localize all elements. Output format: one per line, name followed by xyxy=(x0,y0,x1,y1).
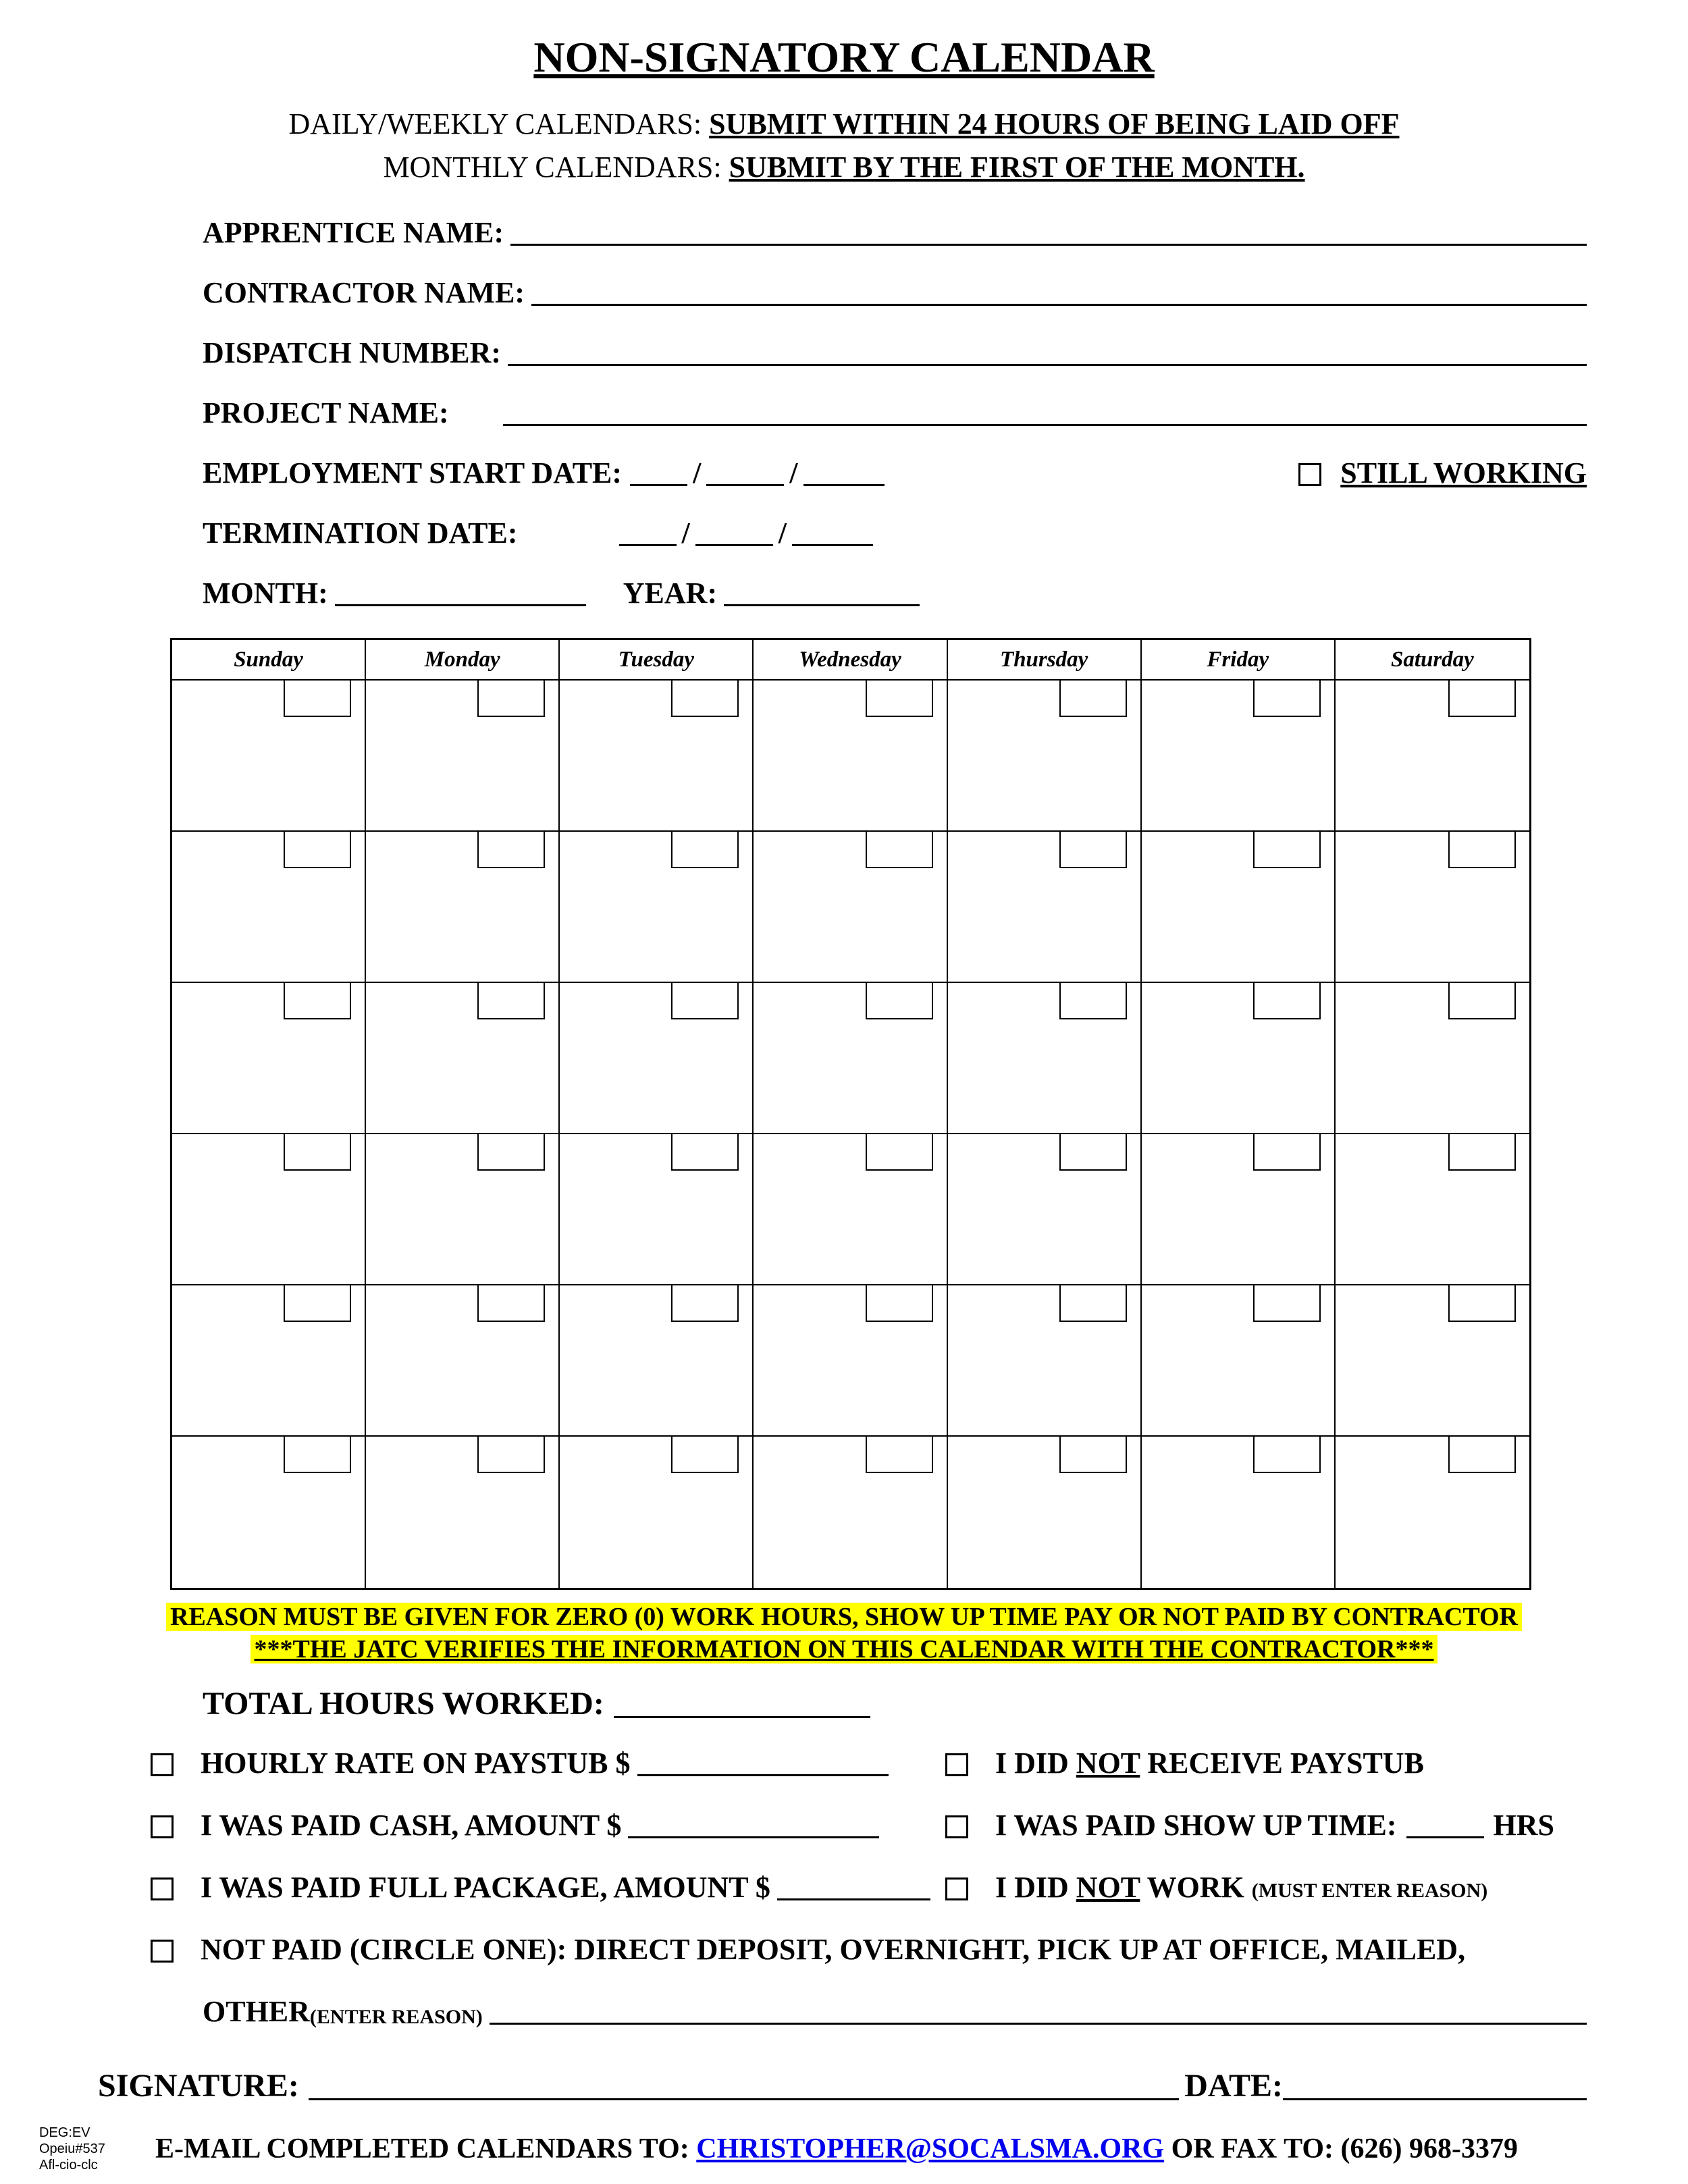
calendar-day-cell[interactable] xyxy=(1142,983,1336,1134)
date-number-box[interactable] xyxy=(1059,983,1127,1019)
calendar-day-cell[interactable] xyxy=(172,1285,366,1437)
start-date-day-line[interactable] xyxy=(706,484,784,486)
no-paystub-option xyxy=(945,1746,1424,1780)
still-working-checkbox[interactable] xyxy=(1298,463,1321,486)
termination-day-line[interactable] xyxy=(695,544,773,546)
date-number-box[interactable] xyxy=(284,832,351,868)
show-up-time-line[interactable] xyxy=(1406,1836,1484,1838)
paid-cash-label: I WAS PAID CASH, AMOUNT $ xyxy=(201,1809,622,1842)
instructions-line-2-prefix: MONTHLY CALENDARS: xyxy=(383,151,729,184)
total-hours-row xyxy=(203,1686,1688,1722)
calendar-day-cell[interactable] xyxy=(560,983,754,1134)
calendar-day-cell[interactable] xyxy=(1336,983,1529,1134)
full-package-option xyxy=(151,1870,945,1905)
date-number-box[interactable] xyxy=(1253,983,1321,1019)
calendar-day-cell[interactable] xyxy=(948,832,1142,983)
contractor-name-line[interactable] xyxy=(531,304,1587,306)
date-number-box[interactable] xyxy=(1059,681,1127,717)
date-number-box[interactable] xyxy=(671,1437,739,1473)
date-number-box[interactable] xyxy=(1059,1134,1127,1171)
other-note: (ENTER REASON) xyxy=(309,2006,483,2028)
calendar-day-cell[interactable] xyxy=(366,1134,560,1285)
date-separator: / xyxy=(693,456,702,489)
full-package-label: I WAS PAID FULL PACKAGE, AMOUNT $ xyxy=(201,1871,770,1904)
total-hours-line[interactable] xyxy=(614,1716,870,1718)
calendar-day-cell[interactable] xyxy=(366,1437,560,1588)
option-row-1 xyxy=(151,1747,1587,1780)
calendar-day-cell[interactable] xyxy=(366,832,560,983)
date-separator: / xyxy=(789,456,798,489)
no-paystub-checkbox[interactable] xyxy=(945,1753,968,1776)
apprentice-name-line[interactable] xyxy=(510,244,1587,246)
date-number-box[interactable] xyxy=(477,1134,545,1171)
calendar-day-cell[interactable] xyxy=(172,983,366,1134)
calendar-day-cell[interactable] xyxy=(560,1134,754,1285)
not-paid-label: NOT PAID (CIRCLE ONE): DIRECT DEPOSIT, OVERNIGHT, PICK UP AT OFFICE, MAILED, xyxy=(201,1933,1466,1966)
date-number-box[interactable] xyxy=(1253,1285,1321,1322)
signature-row xyxy=(98,2067,1587,2104)
calendar-day-cell[interactable] xyxy=(948,1134,1142,1285)
paid-cash-option xyxy=(151,1808,945,1842)
email-instruction xyxy=(155,2133,1518,2165)
date-number-box[interactable] xyxy=(1448,1134,1516,1171)
date-number-box[interactable] xyxy=(1059,1285,1127,1322)
hrs-label: HRS xyxy=(1493,1809,1555,1842)
date-number-box[interactable] xyxy=(284,681,351,717)
calendar-day-cell[interactable] xyxy=(366,983,560,1134)
hourly-rate-line[interactable] xyxy=(637,1774,889,1776)
year-label: YEAR: xyxy=(623,577,718,610)
instructions-line-1-prefix: DAILY/WEEKLY CALENDARS: xyxy=(288,107,710,140)
calendar-header-row xyxy=(172,640,1529,681)
date-number-box[interactable] xyxy=(477,1437,545,1473)
email-prefix: E-MAIL COMPLETED CALENDARS TO: xyxy=(155,2133,697,2164)
calendar-day-cell[interactable] xyxy=(754,681,947,832)
date-separator: / xyxy=(681,516,690,550)
calendar-day-cell[interactable] xyxy=(1336,1134,1529,1285)
date-line[interactable] xyxy=(1283,2098,1587,2100)
calendar-day-cell[interactable] xyxy=(754,1134,947,1285)
calendar-day-cell[interactable] xyxy=(1336,681,1529,832)
date-number-box[interactable] xyxy=(1448,1437,1516,1473)
date-number-box[interactable] xyxy=(1448,1285,1516,1322)
calendar-day-cell[interactable] xyxy=(948,681,1142,832)
instructions-line-1 xyxy=(0,103,1688,146)
payment-options xyxy=(0,1747,1688,2029)
date-number-box[interactable] xyxy=(477,983,545,1019)
full-package-checkbox[interactable] xyxy=(151,1877,174,1900)
employment-start-label: EMPLOYMENT START DATE: xyxy=(203,456,623,489)
show-up-time-checkbox[interactable] xyxy=(945,1815,968,1838)
employment-start-date-group xyxy=(630,456,884,490)
date-number-box[interactable] xyxy=(1059,832,1127,868)
still-working-label: STILL WORKING xyxy=(1340,456,1587,489)
date-number-box[interactable] xyxy=(671,681,739,717)
date-number-box[interactable] xyxy=(671,983,739,1019)
form-row-dispatch-number xyxy=(203,338,1587,370)
date-number-box[interactable] xyxy=(284,1134,351,1171)
org-line-2: Opeiu#537 xyxy=(39,2141,105,2156)
paid-cash-line[interactable] xyxy=(628,1836,879,1838)
calendar-header-sunday: Sunday xyxy=(172,640,366,681)
no-paystub-label: I DID NOT RECEIVE PAYSTUB xyxy=(995,1747,1424,1780)
calendar-header-thursday: Thursday xyxy=(948,640,1142,681)
calendar-day-cell[interactable] xyxy=(172,1437,366,1588)
form-row-project-name xyxy=(203,398,1587,430)
email-suffix: OR FAX TO: (626) 968-3379 xyxy=(1164,2133,1518,2164)
form-row-contractor-name xyxy=(203,277,1587,310)
calendar-day-cell[interactable] xyxy=(754,1285,947,1437)
calendar-day-cell[interactable] xyxy=(172,1134,366,1285)
project-name-line[interactable] xyxy=(503,424,1587,426)
calendar-day-cell[interactable] xyxy=(948,1285,1142,1437)
start-date-year-line[interactable] xyxy=(803,484,885,486)
other-reason-row xyxy=(203,1995,1587,2029)
hourly-rate-label: HOURLY RATE ON PAYSTUB $ xyxy=(201,1747,631,1780)
option-row-3 xyxy=(151,1871,1587,1905)
did-not-work-label: I DID NOT WORK (MUST ENTER REASON) xyxy=(995,1871,1488,1904)
calendar-day-cell[interactable] xyxy=(754,1437,947,1588)
not-paid-option xyxy=(151,1932,1465,1967)
date-number-box[interactable] xyxy=(866,681,933,717)
calendar-day-cell[interactable] xyxy=(948,983,1142,1134)
start-date-month-line[interactable] xyxy=(630,484,687,486)
not-paid-checkbox[interactable] xyxy=(151,1940,174,1963)
calendar-header-tuesday: Tuesday xyxy=(560,640,754,681)
termination-date-label: TERMINATION DATE: xyxy=(203,516,518,550)
date-number-box[interactable] xyxy=(671,832,739,868)
date-number-box[interactable] xyxy=(284,1285,351,1322)
date-number-box[interactable] xyxy=(1253,832,1321,868)
date-number-box[interactable] xyxy=(1448,832,1516,868)
did-not-work-option xyxy=(945,1870,1487,1905)
email-link[interactable]: CHRISTOPHER@SOCALSMA.ORG xyxy=(696,2133,1165,2164)
date-number-box[interactable] xyxy=(866,1134,933,1171)
month-label: MONTH: xyxy=(203,577,328,610)
show-up-time-option xyxy=(945,1808,1554,1842)
hourly-rate-option xyxy=(151,1746,945,1780)
calendar-day-cell[interactable] xyxy=(366,1285,560,1437)
org-line-3: Afl-cio-clc xyxy=(39,2158,98,2173)
calendar-day-cell[interactable] xyxy=(754,983,947,1134)
total-hours-label: TOTAL HOURS WORKED: xyxy=(203,1686,604,1722)
termination-month-line[interactable] xyxy=(619,544,677,546)
calendar-header-wednesday: Wednesday xyxy=(754,640,947,681)
form-section xyxy=(203,217,1587,610)
calendar-body xyxy=(172,681,1529,1588)
signature-label: SIGNATURE: xyxy=(98,2068,299,2104)
month-line[interactable] xyxy=(335,604,586,606)
option-row-4 xyxy=(151,1933,1587,1967)
org-line-1: DEG:EV xyxy=(39,2125,90,2140)
paid-cash-checkbox[interactable] xyxy=(151,1815,174,1838)
calendar-day-cell[interactable] xyxy=(1142,1285,1336,1437)
org-info xyxy=(39,2125,155,2173)
date-number-box[interactable] xyxy=(866,1437,933,1473)
date-number-box[interactable] xyxy=(1253,681,1321,717)
project-name-label: PROJECT NAME: xyxy=(203,396,449,429)
dispatch-number-label: DISPATCH NUMBER: xyxy=(203,336,502,369)
termination-date-group xyxy=(619,516,873,550)
notice-line-1: REASON MUST BE GIVEN FOR ZERO (0) WORK HOURS, SHOW UP TIME PAY OR NOT PAID BY CONTRACTOR xyxy=(166,1603,1522,1631)
calendar-day-cell[interactable] xyxy=(560,1285,754,1437)
date-number-box[interactable] xyxy=(866,832,933,868)
termination-year-line[interactable] xyxy=(792,544,873,546)
calendar-header-friday: Friday xyxy=(1142,640,1336,681)
date-number-box[interactable] xyxy=(284,983,351,1019)
date-number-box[interactable] xyxy=(284,1437,351,1473)
date-separator: / xyxy=(778,516,787,550)
calendar-day-cell[interactable] xyxy=(1142,681,1336,832)
calendar-day-cell[interactable] xyxy=(172,832,366,983)
calendar-day-cell[interactable] xyxy=(1142,832,1336,983)
calendar-day-cell[interactable] xyxy=(560,681,754,832)
date-label: DATE: xyxy=(1184,2068,1283,2104)
calendar-day-cell[interactable] xyxy=(560,1437,754,1588)
calendar-day-cell[interactable] xyxy=(1142,1437,1336,1588)
calendar-day-cell[interactable] xyxy=(172,681,366,832)
date-number-box[interactable] xyxy=(1059,1437,1127,1473)
calendar-day-cell[interactable] xyxy=(1142,1134,1336,1285)
calendar-table xyxy=(170,638,1531,1590)
date-number-box[interactable] xyxy=(1253,1437,1321,1473)
full-package-line[interactable] xyxy=(777,1898,930,1900)
form-row-apprentice-name xyxy=(203,217,1587,250)
form-row-month-year xyxy=(203,578,1587,610)
contractor-name-label: CONTRACTOR NAME: xyxy=(203,276,525,309)
instructions-line-1-emphasis: SUBMIT WITHIN 24 HOURS OF BEING LAID OFF xyxy=(709,107,1400,140)
calendar-header-monday: Monday xyxy=(366,640,560,681)
date-number-box[interactable] xyxy=(477,832,545,868)
calendar-day-cell[interactable] xyxy=(1336,1437,1529,1588)
did-not-work-checkbox[interactable] xyxy=(945,1877,968,1900)
hourly-rate-checkbox[interactable] xyxy=(151,1753,174,1776)
did-not-work-note: (MUST ENTER REASON) xyxy=(1251,1880,1488,1902)
date-number-box[interactable] xyxy=(866,1285,933,1322)
date-number-box[interactable] xyxy=(477,681,545,717)
other-reason-line[interactable] xyxy=(490,2023,1587,2025)
date-number-box[interactable] xyxy=(671,1285,739,1322)
signature-line[interactable] xyxy=(309,2098,1179,2100)
date-number-box[interactable] xyxy=(1448,983,1516,1019)
notice-block xyxy=(0,1601,1688,1666)
calendar-day-cell[interactable] xyxy=(1336,832,1529,983)
form-row-employment-start xyxy=(203,458,1587,490)
calendar-day-cell[interactable] xyxy=(366,681,560,832)
date-number-box[interactable] xyxy=(1253,1134,1321,1171)
calendar-day-cell[interactable] xyxy=(754,832,947,983)
show-up-time-label: I WAS PAID SHOW UP TIME: xyxy=(995,1809,1397,1842)
option-row-2 xyxy=(151,1809,1587,1842)
date-number-box[interactable] xyxy=(866,983,933,1019)
notice-line-2: ***THE JATC VERIFIES THE INFORMATION ON THIS CALENDAR WITH THE CONTRACTOR*** xyxy=(250,1635,1438,1663)
form-row-termination-date xyxy=(203,518,1587,550)
dispatch-number-line[interactable] xyxy=(508,364,1587,366)
date-number-box[interactable] xyxy=(671,1134,739,1171)
instructions-line-2-emphasis: SUBMIT BY THE FIRST OF THE MONTH. xyxy=(729,151,1305,184)
other-label: OTHER xyxy=(203,1995,310,2028)
still-working-group xyxy=(1298,456,1587,490)
calendar-day-cell[interactable] xyxy=(560,832,754,983)
calendar-day-cell[interactable] xyxy=(948,1437,1142,1588)
footer xyxy=(39,2125,1587,2173)
date-number-box[interactable] xyxy=(1448,681,1516,717)
page-title: NON-SIGNATORY CALENDAR xyxy=(533,33,1155,81)
instructions-line-2 xyxy=(0,146,1688,189)
year-line[interactable] xyxy=(724,604,920,606)
calendar-header-saturday: Saturday xyxy=(1336,640,1529,681)
calendar-day-cell[interactable] xyxy=(1336,1285,1529,1437)
date-number-box[interactable] xyxy=(477,1285,545,1322)
apprentice-name-label: APPRENTICE NAME: xyxy=(203,216,504,249)
